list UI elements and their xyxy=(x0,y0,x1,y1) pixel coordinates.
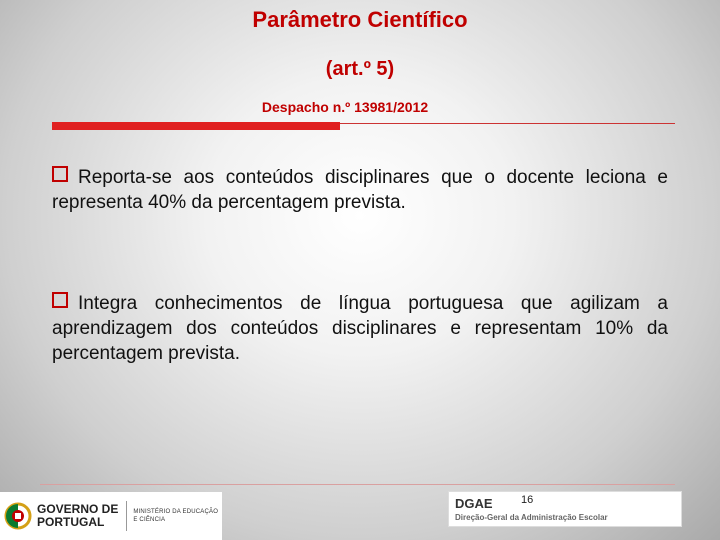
checkbox-bullet-icon xyxy=(52,166,68,182)
government-logo xyxy=(0,492,222,540)
footer-divider xyxy=(40,484,675,485)
portugal-emblem-icon xyxy=(4,502,32,530)
government-name: GOVERNO DE PORTUGAL xyxy=(37,502,119,529)
red-accent-bar xyxy=(52,122,340,130)
bullet-text: Reporta-se aos conteúdos disciplinares que o docente leciona e representa 40% da percentagem prevista. xyxy=(52,167,668,213)
dgae-full-name: Direção-Geral da Administração Escolar xyxy=(455,513,608,522)
slide-reference: Despacho n.º 13981/2012 xyxy=(261,99,429,115)
logo-separator xyxy=(126,501,127,531)
dgae-logo xyxy=(448,491,682,527)
dgae-logo-text: DGAE xyxy=(455,496,493,511)
checkbox-bullet-icon xyxy=(52,292,68,308)
bullet-text: Integra conhecimentos de língua portuguesa que agilizam a aprendizagem dos conteúdos disciplinares e representam 10% da percentagem prevista. xyxy=(52,293,668,364)
slide-subtitle: (art.º 5) xyxy=(325,58,395,80)
bullet-item xyxy=(52,291,668,366)
ministry-name: MINISTÉRIO DA EDUCAÇÃO E CIÊNCIA xyxy=(133,509,219,523)
bullet-item xyxy=(52,165,668,215)
slide-title: Parâmetro Científico xyxy=(252,7,468,32)
page-number: 16 xyxy=(521,494,534,506)
